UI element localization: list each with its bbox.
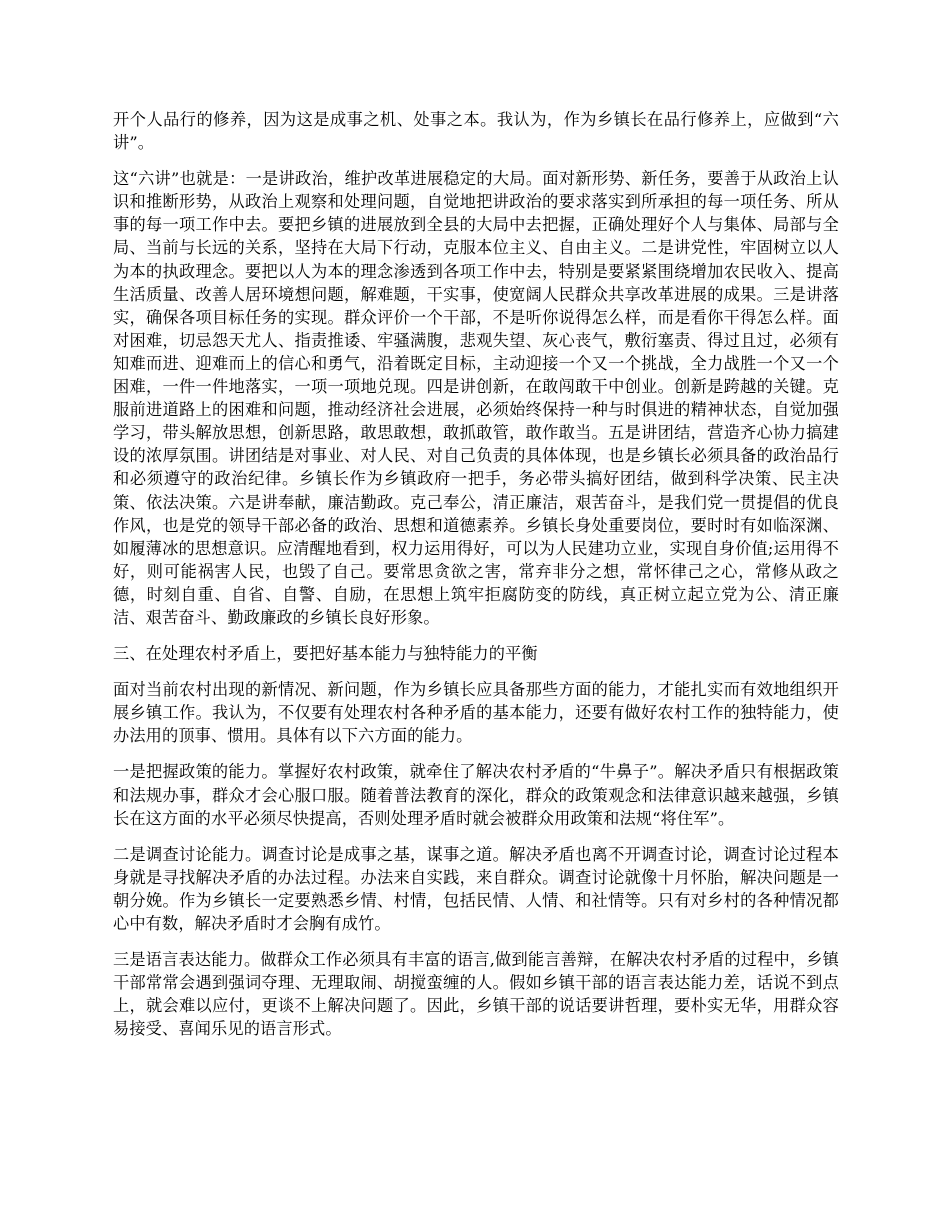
document-body <box>113 108 839 1053</box>
section-heading: 三、在处理农村矛盾上，要把好基本能力与独特能力的平衡 <box>113 644 538 664</box>
paragraph: 开个人品行的修养，因为这是成事之机、处事之本。我认为，作为乡镇长在品行修养上，应做到“六讲”。 <box>113 110 839 153</box>
paragraph: 二是调查讨论能力。调查讨论是成事之基，谋事之道。解决矛盾也离不开调查讨论，调查讨论过程本身就是寻找解决矛盾的办法过程。办法来自实践，来自群众。调查讨论就像十月怀胎，解决问题是一朝分娩。作为乡镇长一定要熟悉乡情、村情，包括民情、人情、和社情等。只有对乡村的各种情况都心中有数，解决矛盾时才会胸有成竹。 <box>113 844 839 933</box>
paragraph: 这“六讲”也就是：一是讲政治，维护改革进展稳定的大局。面对新形势、新任务，要善于从政治上认识和推断形势，从政治上观察和处理问题，自觉地把讲政治的要求落实到所承担的每一项任务、所从事的每一项工作中去。要把乡镇的进展放到全县的大局中去把握，正确处理好个人与集体、局部与全局、当前与长远的关系，坚持在大局下行动，克服本位主义、自由主义。二是讲党性，牢固树立以人为本的执政理念。要把以人为本的理念渗透到各项工作中去，特别是要紧紧围绕增加农民收入、提高生活质量、改善人居环境想问题，解难题，干实事，使宽阔人民群众共享改革进展的成果。三是讲落实，确保各项目标任务的实现。群众评价一个干部，不是听你说得怎么样，而是看你干得怎么样。面对困难，切忌怨天尤人、指责推诿、牢骚满腹，悲观失望、灰心丧气，敷衍塞责、得过且过，必须有知难而进、迎难而上的信心和勇气，沿着既定目标，主动迎接一个又一个挑战，全力战胜一个又一个困难，一件一件地落实，一项一项地兑现。四是讲创新，在敢闯敢干中创业。创新是跨越的关键。克服前进道路上的困难和问题，推动经济社会进展，必须始终保持一种与时俱进的精神状态，自觉加强学习，带头解放思想，创新思路，敢思敢想，敢抓敢管，敢作敢当。五是讲团结，营造齐心协力搞建设的浓厚氛围。讲团结是对事业、对人民、对自己负责的具体体现，也是乡镇长必须具备的政治品行和必须遵守的政治纪律。乡镇长作为乡镇政府一把手，务必带头搞好团结，做到科学决策、民主决策、依法决策。六是讲奉献，廉洁勤政。克己奉公，清正廉洁，艰苦奋斗，是我们党一贯提倡的优良作风，也是党的领导干部必备的政治、思想和道德素养。乡镇长身处重要岗位，要时时有如临深渊、如履薄冰的思想意识。应清醒地看到，权力运用得好，可以为人民建功立业，实现自身价值;运用得不好，则可能祸害人民，也毁了自己。要常思贪欲之害，常弃非分之想，常怀律己之心，常修从政之德，时刻自重、自省、自警、自励，在思想上筑牢拒腐防变的防线，真正树立起立党为公、清正廉洁、艰苦奋斗、勤政廉政的乡镇长良好形象。 <box>113 169 839 627</box>
paragraph: 一是把握政策的能力。掌握好农村政策，就牵住了解决农村矛盾的“牛鼻子”。解决矛盾只有根据政策和法规办事，群众才会心服口服。随着普法教育的深化，群众的政策观念和法律意识越来越强，乡镇长在这方面的水平必须尽快提高，否则处理矛盾时就会被群众用政策和法规“将住军”。 <box>113 762 839 828</box>
paragraph: 三是语言表达能力。做群众工作必须具有丰富的语言,做到能言善辩，在解决农村矛盾的过程中，乡镇干部常常会遇到强词夺理、无理取闹、胡搅蛮缠的人。假如乡镇干部的语言表达能力差，话说不到点上，就会难以应付，更谈不上解决问题了。因此，乡镇干部的说话要讲哲理，要朴实无华，用群众容易接受、喜闻乐见的语言形式。 <box>113 950 839 1039</box>
paragraph: 面对当前农村出现的新情况、新问题，作为乡镇长应具备那些方面的能力，才能扎实而有效地组织开展乡镇工作。我认为，不仅要有处理农村各种矛盾的基本能力，还要有做好农村工作的独特能力，使办法用的顶事、惯用。具体有以下六方面的能力。 <box>113 680 839 746</box>
